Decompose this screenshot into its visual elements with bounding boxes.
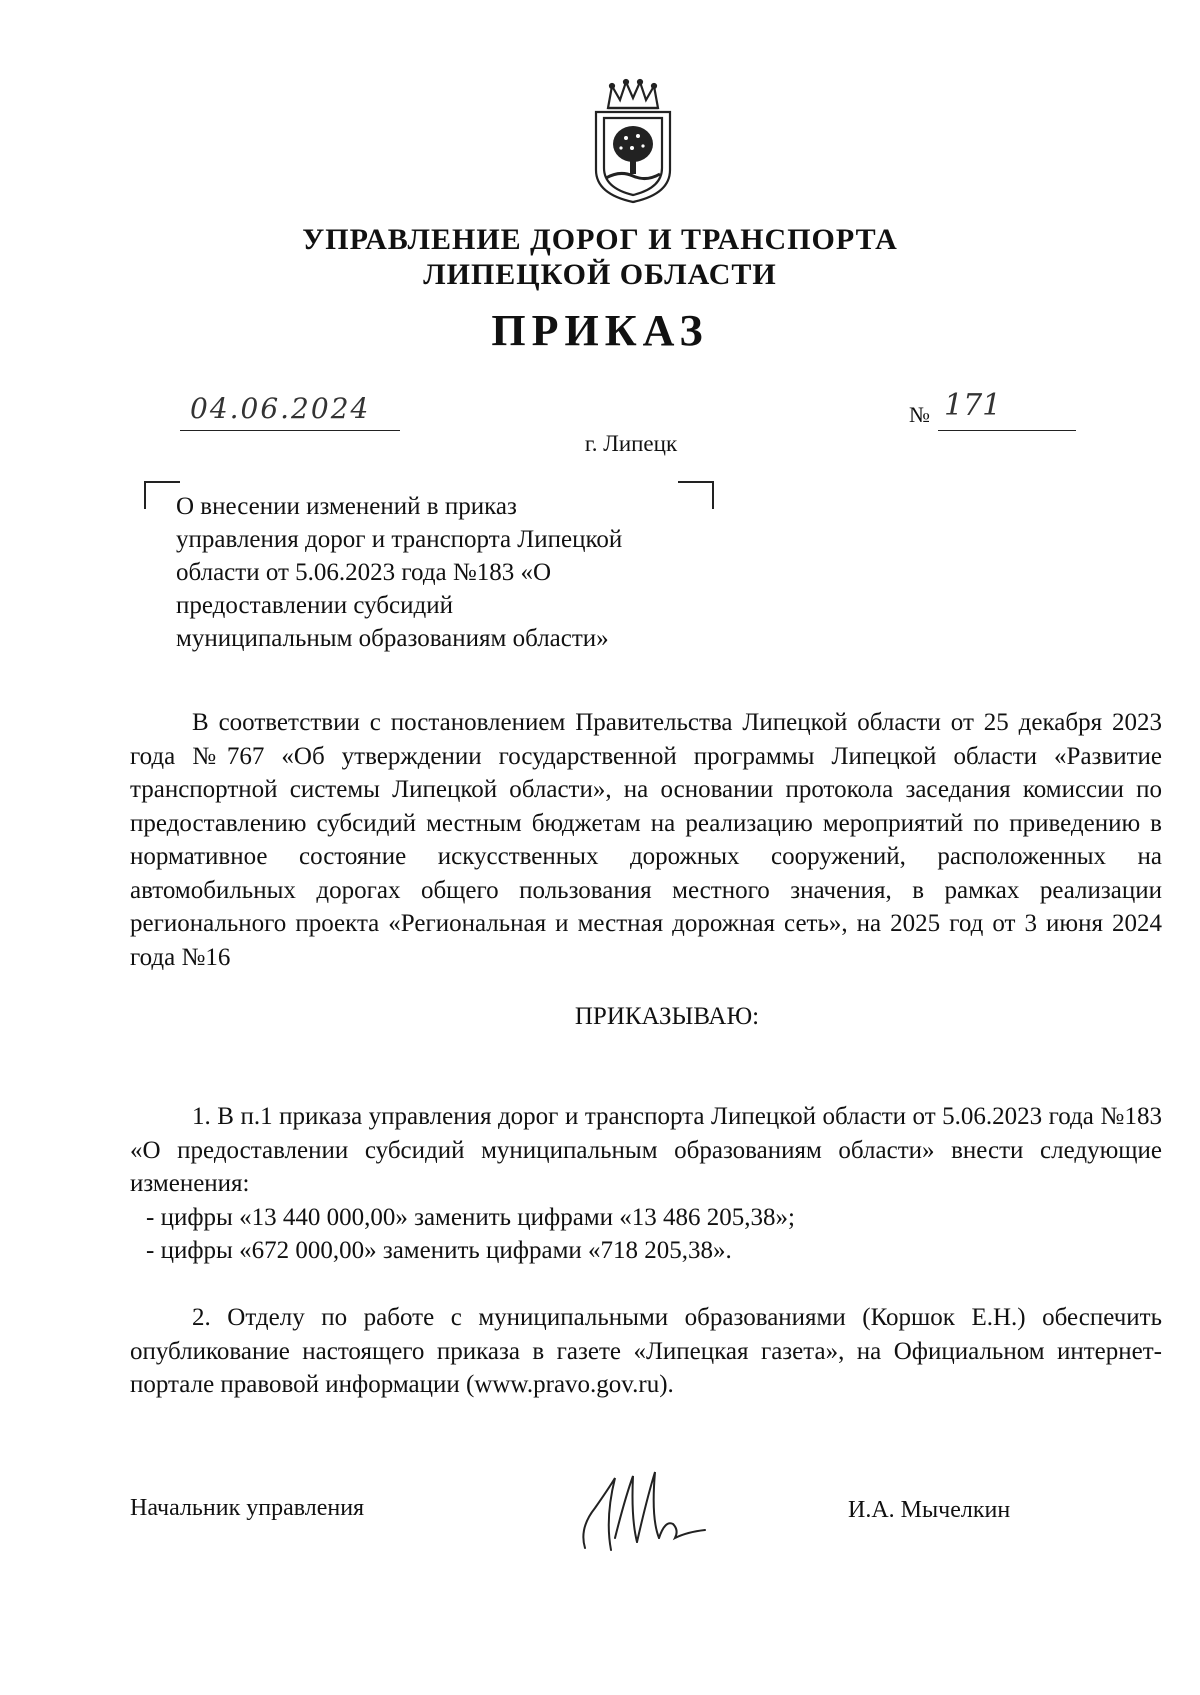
subject-line: предоставлении субсидий	[176, 592, 453, 619]
subject-line: управления дорог и транспорта Липецкой	[176, 526, 623, 553]
subject-line: муниципальным образованиям области»	[176, 625, 609, 652]
item-1-change-2: - цифры «672 000,00» заменить цифрами «718 205,38».	[146, 1237, 732, 1264]
lipetsk-coat-of-arms-icon	[588, 78, 678, 204]
preamble-paragraph	[130, 706, 1162, 974]
item-1-change-1: - цифры «13 440 000,00» заменить цифрами «13 486 205,38»;	[146, 1203, 795, 1231]
item-1-paragraph	[130, 1100, 1162, 1268]
item-1-text: 1. В п.1 приказа управления дорог и транспорта Липецкой области от 5.06.2023 года №183 «О предоставлении субсидий муниципальным образованиям области» внести следующие изменения:	[130, 1103, 1162, 1197]
handwritten-signature	[575, 1458, 715, 1568]
handwritten-date: 04.06.2024	[190, 392, 371, 425]
organization-name-line1: УПРАВЛЕНИЕ ДОРОГ И ТРАНСПОРТА	[302, 223, 898, 256]
order-word: ПРИКАЗЫВАЮ:	[574, 1003, 760, 1030]
handwritten-number: 171	[944, 388, 1002, 423]
subject-line: О внесении изменений в приказ	[176, 493, 517, 520]
signatory-name: И.А. Мычелкин	[848, 1497, 1011, 1523]
number-label: №	[909, 402, 930, 427]
item-2-paragraph	[130, 1301, 1162, 1402]
subject-bracket-left	[144, 481, 180, 509]
city-name: г. Липецк	[584, 431, 678, 456]
subject-line: области от 5.06.2023 года №183 «О	[176, 559, 552, 586]
organization-name-line2: ЛИПЕЦКОЙ ОБЛАСТИ	[423, 258, 777, 291]
document-subject	[176, 490, 736, 655]
document-type-title: ПРИКАЗ	[491, 306, 709, 355]
preamble-text: В соответствии с постановлением Правительства Липецкой области от 25 декабря 2023 года №767 «Об утверждении государственной программы Липецкой области «Развитие транспортной системы Липецкой области», на основании протокола заседания комиссии по предоставлению субсидий местным бюджетам на реализацию мероприятий по приведению в нормативное состояние искусственных дорожных сооружений, расположенных на автомобильных дорогах общего пользования местного значения, в рамках реализации регионального проекта «Региональная и местная дорожная сеть», на 2025 год от 3 июня 2024 года №16	[130, 709, 1162, 971]
item-2-text: 2. Отделу по работе с муниципальными образованиями (Коршок Е.Н.) обеспечить опубликование настоящего приказа в газете «Липецкая газета», на Официальном интернет-портале правовой информации (www.pravo.gov.ru).	[130, 1304, 1162, 1398]
signatory-position: Начальник управления	[130, 1495, 365, 1521]
